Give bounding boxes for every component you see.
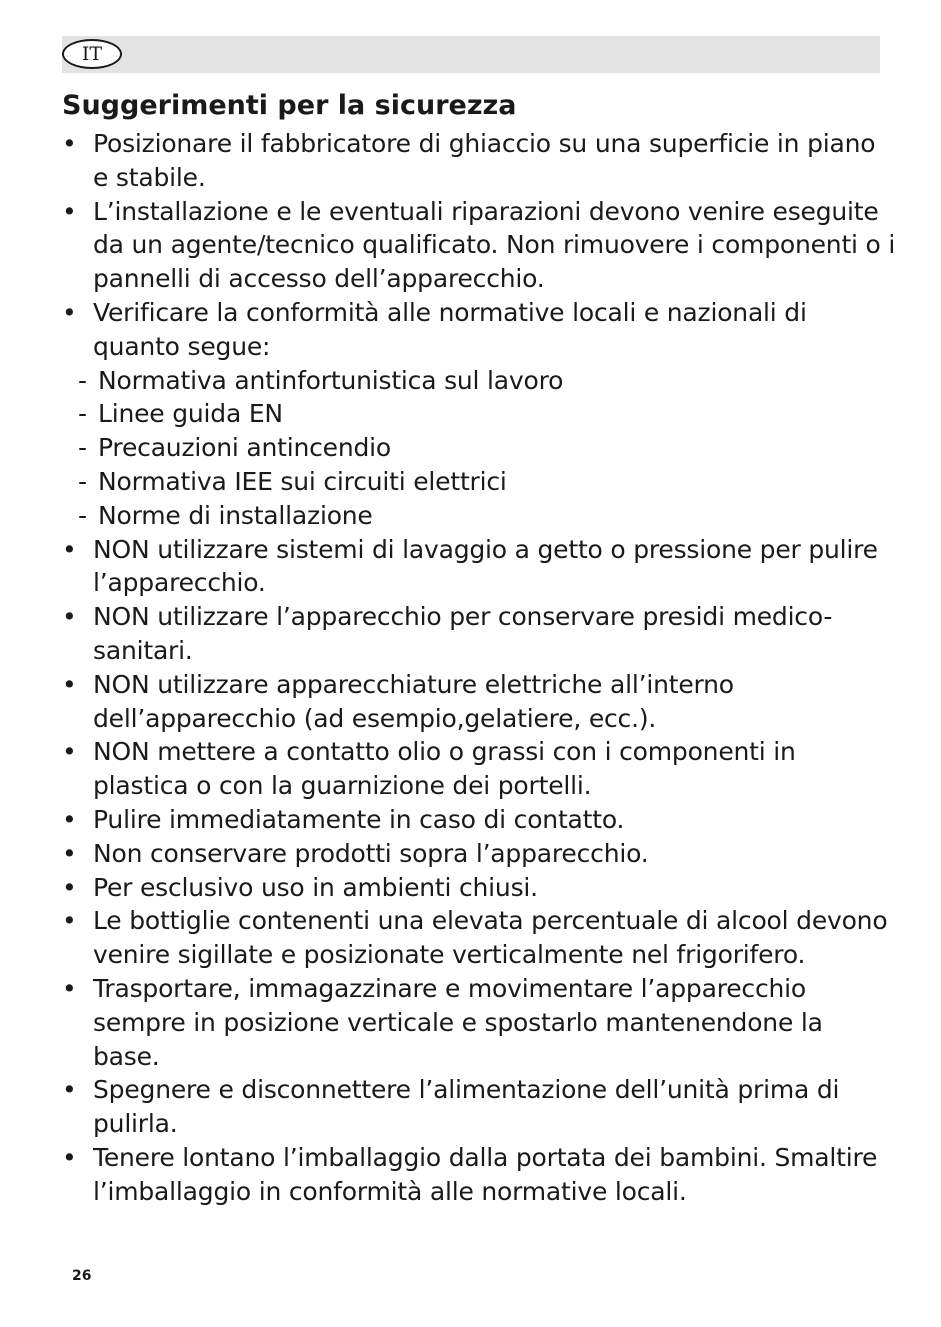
dash-icon: - (78, 433, 87, 463)
list-item (62, 803, 897, 837)
language-badge: IT (62, 39, 122, 69)
language-bar (62, 36, 880, 73)
bullet-icon: • (62, 973, 77, 1003)
bullet-icon: • (62, 838, 77, 868)
list-item-text: NON utilizzare l’apparecchio per conservare presidi medico-sanitari. (93, 602, 833, 665)
list-item (62, 127, 897, 195)
list-item (62, 600, 897, 668)
sub-list-item (62, 364, 897, 398)
bullet-icon: • (62, 196, 77, 226)
sub-list-item (62, 499, 897, 533)
list-item-text: Tenere lontano l’imballaggio dalla portata dei bambini. Smaltire l’imballaggio in conformità alle normative locali. (93, 1142, 878, 1206)
bullet-icon: • (62, 1142, 77, 1172)
sub-list-item (62, 465, 897, 499)
dash-icon: - (78, 500, 87, 530)
list-item (62, 904, 897, 972)
bullet-icon: • (62, 737, 77, 767)
bullet-icon: • (62, 669, 77, 699)
section-title: Suggerimenti per la sicurezza (62, 90, 517, 121)
safety-list (62, 127, 897, 1209)
sub-list-item-text: Normativa antinfortunistica sul lavoro (98, 365, 564, 395)
sub-list-item (62, 431, 897, 465)
list-item (62, 1073, 897, 1141)
list-item (62, 871, 897, 905)
bullet-icon: • (62, 534, 77, 564)
list-item (62, 668, 897, 736)
bullet-icon: • (62, 1075, 77, 1105)
dash-icon: - (78, 466, 87, 496)
list-item (62, 1141, 897, 1209)
list-item-text: Non conservare prodotti sopra l’apparecchio. (93, 838, 649, 868)
sub-list-item (62, 397, 897, 431)
sub-list-item-text: Normativa IEE sui circuiti elettrici (98, 466, 507, 496)
list-item (62, 533, 897, 601)
list-item (62, 195, 897, 296)
list-item-text: NON mettere a contatto olio o grassi con i componenti in plastica o con la guarnizione dei portelli. (93, 737, 796, 801)
list-item-text: Le bottiglie contenenti una elevata percentuale di alcool devono venire sigillate e posizionate verticalmente nel frigorifero. (93, 906, 888, 970)
bullet-icon: • (62, 129, 77, 158)
sub-list-item-text: Norme di installazione (98, 500, 373, 530)
dash-icon: - (78, 399, 87, 429)
bullet-icon: • (62, 297, 77, 327)
list-item (62, 735, 897, 803)
list-item (62, 296, 897, 364)
list-item-text: Per esclusivo uso in ambienti chiusi. (93, 872, 538, 902)
list-item-text: Pulire immediatamente in caso di contatto. (93, 804, 625, 834)
bullet-icon: • (62, 602, 77, 632)
dash-icon: - (78, 365, 87, 395)
bullet-icon: • (62, 906, 77, 936)
list-item-text: Spegnere e disconnettere l’alimentazione dell’unità prima di pulirla. (93, 1075, 840, 1139)
list-item (62, 837, 897, 871)
sub-list-item-text: Linee guida EN (98, 399, 283, 429)
list-item-text: Verificare la conformità alle normative locali e nazionali di quanto segue: (93, 297, 807, 361)
bullet-icon: • (62, 872, 77, 902)
list-item-text: L’installazione e le eventuali riparazioni devono venire eseguite da un agente/tecnico qualificato. Non rimuovere i componenti o i pannelli di accesso dell’apparecchio. (93, 196, 896, 294)
list-item-text: NON utilizzare sistemi di lavaggio a getto o pressione per pulire l’apparecchio. (93, 534, 878, 598)
list-item-text: Trasportare, immagazzinare e movimentare l’apparecchio sempre in posizione verticale e spostarlo mantenendone la base. (93, 973, 823, 1071)
list-item (62, 972, 897, 1073)
list-item-text: NON utilizzare apparecchiature elettriche all’interno dell’apparecchio (ad esempio,gelatiere, ecc.). (93, 669, 734, 733)
bullet-icon: • (62, 804, 77, 834)
sub-list-item-text: Precauzioni antincendio (98, 433, 391, 463)
list-item-text: Posizionare il fabbricatore di ghiaccio su una superficie in piano e stabile. (93, 129, 876, 192)
page-number: 26 (72, 1268, 92, 1284)
